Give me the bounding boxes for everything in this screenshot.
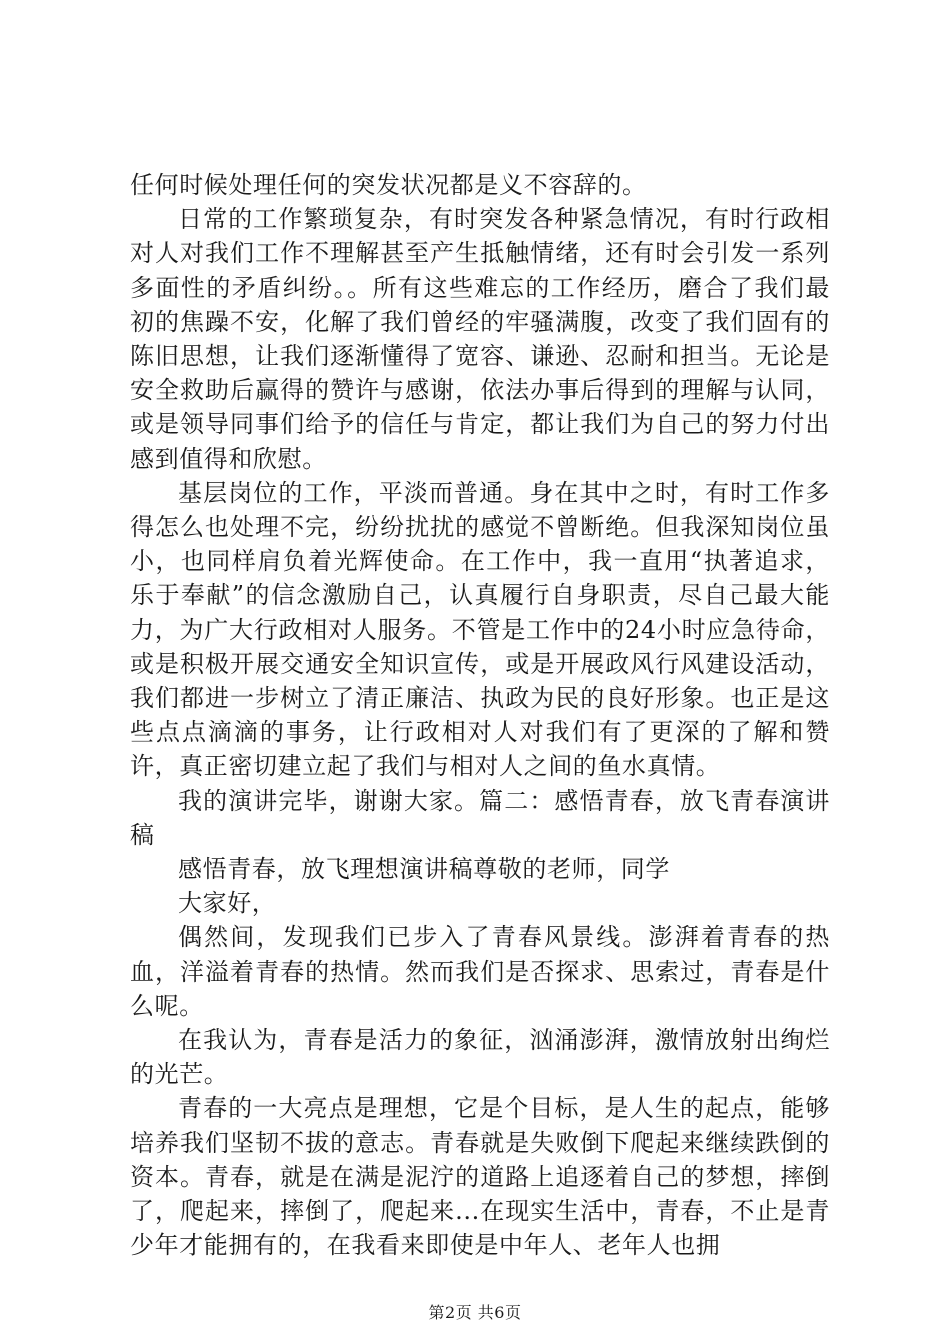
paragraph-4: 我的演讲完毕，谢谢大家。篇二：感悟青春，放飞青春演讲稿 [130, 786, 830, 849]
document-body [130, 168, 830, 1263]
page-number-footer: 第2页 共6页 [428, 1303, 522, 1322]
paragraph-9: 青春的一大亮点是理想，它是个目标，是人生的起点，能够培养我们坚韧不拔的意志。青春就是失败倒下爬起来继续跌倒的资本。青春，就是在满是泥泞的道路上追逐着自己的梦想，摔倒了，爬起来，摔倒了，爬起来...在现实生活中，青春，不止是青少年才能拥有的，在我看来即使是中年人、老年人也拥 [130, 1094, 830, 1260]
paragraph-7: 偶然间，发现我们已步入了青春风景线。澎湃着青春的热血，洋溢着青春的热情。然而我们是否探求、思索过，青春是什么呢。 [130, 923, 830, 1020]
paragraph-5: 感悟青春，放飞理想演讲稿尊敬的老师，同学 [178, 855, 670, 884]
paragraph-2: 日常的工作繁琐复杂，有时突发各种紧急情况，有时行政相对人对我们工作不理解甚至产生抵触情绪，还有时会引发一系列多面性的矛盾纠纷。。所有这些难忘的工作经历，磨合了我们最初的焦躁不安，化解了我们曾经的牢骚满腹，改变了我们固有的陈旧思想，让我们逐渐懂得了宽容、谦逊、忍耐和担当。无论是安全救助后赢得的赞许与感谢，依法办事后得到的理解与认同，或是领导同事们给予的信任与肯定，都让我们为自己的努力付出感到值得和欣慰。 [130, 205, 830, 473]
paragraph-6: 大家好， [178, 889, 277, 918]
paragraph-1: 任何时候处理任何的突发状况都是义不容辞的。 [130, 171, 647, 199]
paragraph-8: 在我认为，青春是活力的象征，汹涌澎湃，激情放射出绚烂的光芒。 [130, 1026, 830, 1089]
paragraph-3: 基层岗位的工作，平淡而普通。身在其中之时，有时工作多得怎么也处理不完，纷纷扰扰的感觉不曾断绝。但我深知岗位虽小，也同样肩负着光辉使命。在工作中，我一直用“执著追求，乐于奉献”的信念激励自己，认真履行自身职责，尽自己最大能力，为广大行政相对人服务。不管是工作中的24小时应急待命，或是积极开展交通安全知识宣传，或是开展政风行风建设活动，我们都进一步树立了清正廉洁、执政为民的良好形象。也正是这些点点滴滴的事务，让行政相对人对我们有了更深的了解和赞许，真正密切建立起了我们与相对人之间的鱼水真情。 [130, 478, 830, 781]
